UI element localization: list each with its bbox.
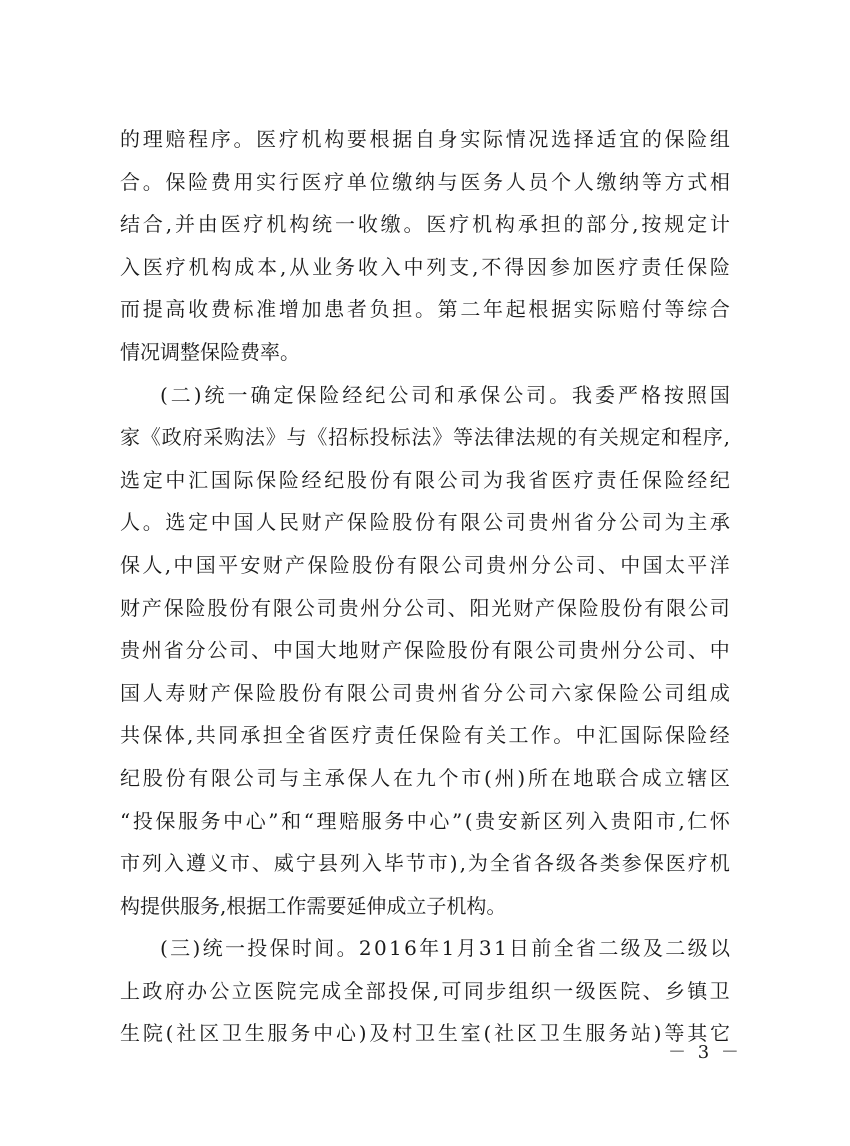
text-line: 选 定 中 汇 国 际 保 险 经 纪 股 份 有 限 公 司 为 我 省 医 疗 责 任 保 险 经 纪 xyxy=(120,467,730,492)
text-line: “ 投 保 服 务 中 心 ” 和 “ 理 赔 服 务 中 心 ” ( 贵 安 新 区 列 入 贵 阳 市 , 仁 怀 xyxy=(120,808,730,833)
text-line: 上 政 府 办 公 立 医 院 完 成 全 部 投 保 , 可 同 步 组 织 一 级 医 院 、 乡 镇 卫 xyxy=(120,978,730,1003)
text-line: 结 合 , 并 由 医 疗 机 构 统 一 收 缴 。 医 疗 机 构 承 担 的 部 分 , 按 规 定 计 xyxy=(120,212,730,237)
page-number: － 3 － xyxy=(668,1042,742,1063)
text-line: ( 三 ) 统 一 投 保 时 间 。 2 0 1 6 年 1 月 3 1 日 前 全 省 二 级 及 二 级 以 xyxy=(160,936,730,961)
text-line: 共 保 体 , 共 同 承 担 全 省 医 疗 责 任 保 险 有 关 工 作 。 中 汇 国 际 保 险 经 xyxy=(120,723,730,748)
text-line: 财 产 保 险 股 份 有 限 公 司 贵 州 分 公 司 、 阳 光 财 产 保 险 股 份 有 限 公 司 xyxy=(120,595,730,620)
text-line: 国 人 寿 财 产 保 险 股 份 有 限 公 司 贵 州 省 分 公 司 六 家 保 险 公 司 组 成 xyxy=(120,680,730,705)
text-line: ( 二 ) 统 一 确 定 保 险 经 纪 公 司 和 承 保 公 司 。 我 委 严 格 按 照 国 xyxy=(160,382,730,407)
text-line: 情况调整保险费率。 xyxy=(120,339,300,364)
text-line: 市 列 入 遵 义 市 、 威 宁 县 列 入 毕 节 市 ) , 为 全 省 各 级 各 类 参 保 医 疗 机 xyxy=(120,851,730,876)
text-line: 贵 州 省 分 公 司 、 中 国 大 地 财 产 保 险 股 份 有 限 公 司 贵 州 分 公 司 、 中 xyxy=(120,638,730,663)
text-line: 保 人 , 中 国 平 安 财 产 保 险 股 份 有 限 公 司 贵 州 分 公 司 、 中 国 太 平 洋 xyxy=(120,552,730,577)
text-line: 人 。 选 定 中 国 人 民 财 产 保 险 股 份 有 限 公 司 贵 州 省 分 公 司 为 主 承 xyxy=(120,510,730,535)
text-line: 的 理 赔 程 序 。 医 疗 机 构 要 根 据 自 身 实 际 情 况 选 择 适 宜 的 保 险 组 xyxy=(120,127,730,151)
body-text xyxy=(120,118,730,1055)
text-line: 合 。 保 险 费 用 实 行 医 疗 单 位 缴 纳 与 医 务 人 员 个 人 缴 纳 等 方 式 相 xyxy=(120,169,730,194)
text-line: 家 《 政 府 采 购 法 》 与 《 招 标 投 标 法 》 等 法 律 法 规 的 有 关 规 定 和 程 序 , xyxy=(120,425,730,450)
text-line: 构提供服务,根据工作需要延伸成立子机构。 xyxy=(120,893,507,918)
text-line: 纪 股 份 有 限 公 司 与 主 承 保 人 在 九 个 市 ( 州 ) 所 在 地 联 合 成 立 辖 区 xyxy=(120,765,730,790)
text-line: 而 提 高 收 费 标 准 增 加 患 者 负 担 。 第 二 年 起 根 据 实 际 赔 付 等 综 合 xyxy=(120,297,730,322)
text-line: 入 医 疗 机 构 成 本 , 从 业 务 收 入 中 列 支 , 不 得 因 参 加 医 疗 责 任 保 险 xyxy=(120,254,730,279)
text-line: 生 院 ( 社 区 卫 生 服 务 中 心 ) 及 村 卫 生 室 ( 社 区 卫 生 服 务 站 ) 等 其 它 xyxy=(120,1021,730,1046)
